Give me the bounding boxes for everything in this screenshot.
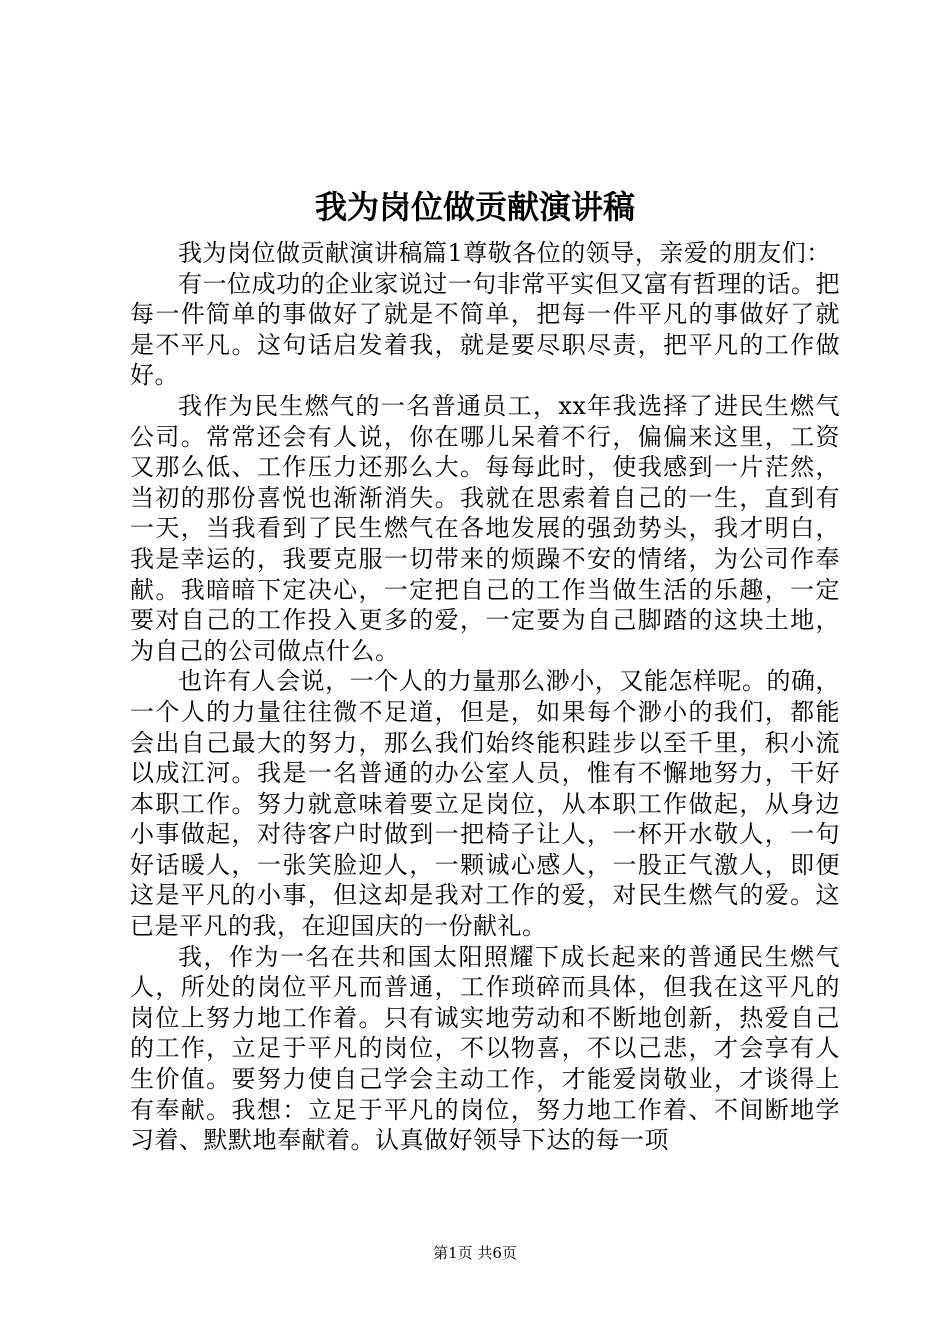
paragraph: 我，作为一名在共和国太阳照耀下成长起来的普通民生燃气人，所处的岗位平凡而普通，工作琐碎而具体，但我在这平凡的岗位上努力地工作着。只有诚实地劳动和不断地创新，热爱自己的工作，立足于平凡的岗位，不以物喜，不以己悲，才会享有人生价值。要努力使自己学会主动工作，才能爱岗敬业，才谈得上有奉献。我想：立足于平凡的岗位，努力地工作着、不间断地学习着、默默地奉献着。认真做好领导下达的每一项 [130,942,840,1155]
paragraph: 我为岗位做贡献演讲稿篇1尊敬各位的领导，亲爱的朋友们： [178,239,831,267]
paragraph: 我作为民生燃气的一名普通员工，xx年我选择了进民生燃气公司。常常还会有人说，你在哪儿呆着不行，偏偏来这里，工资又那么低、工作压力还那么大。每每此时，使我感到一片茫然，当初的那份喜悦也渐渐消失。我就在思索着自己的一生，直到有一天，当我看到了民生燃气在各地发展的强劲势头，我才明白，我是幸运的，我要克服一切带来的烦躁不安的情绪，为公司作奉献。我暗暗下定决心，一定把自己的工作当做生活的乐趣，一定要对自己的工作投入更多的爱，一定要为自己脚踏的这块土地，为自己的公司做点什么。 [130,391,840,665]
document-title: 我为岗位做贡献演讲稿 [314,188,635,226]
page-footer: 第1页 共6页 [433,1244,517,1262]
paragraph: 也许有人会说，一个人的力量那么渺小，又能怎样呢。的确，一个人的力量往往微不足道，但是，如果每个渺小的我们，都能会出自己最大的努力，那么我们始终能积跬步以至千里，积小流以成江河。我是一名普通的办公室人员，惟有不懈地努力，干好本职工作。努力就意味着要立足岗位，从本职工作做起，从身边小事做起，对待客户时做到一把椅子让人，一杯开水敬人，一句好话暖人，一张笑脸迎人，一颗诚心感人，一股正气激人，即便这是平凡的小事，但这却是我对工作的爱，对民生燃气的爱。这已是平凡的我，在迎国庆的一份献礼。 [130,667,840,941]
paragraph: 有一位成功的企业家说过一句非常平实但又富有哲理的话。把每一件简单的事做好了就是不简单，把每一件平凡的事做好了就是不平凡。这句话启发着我，就是要尽职尽责，把平凡的工作做好。 [130,269,840,390]
document-body [130,238,840,1156]
